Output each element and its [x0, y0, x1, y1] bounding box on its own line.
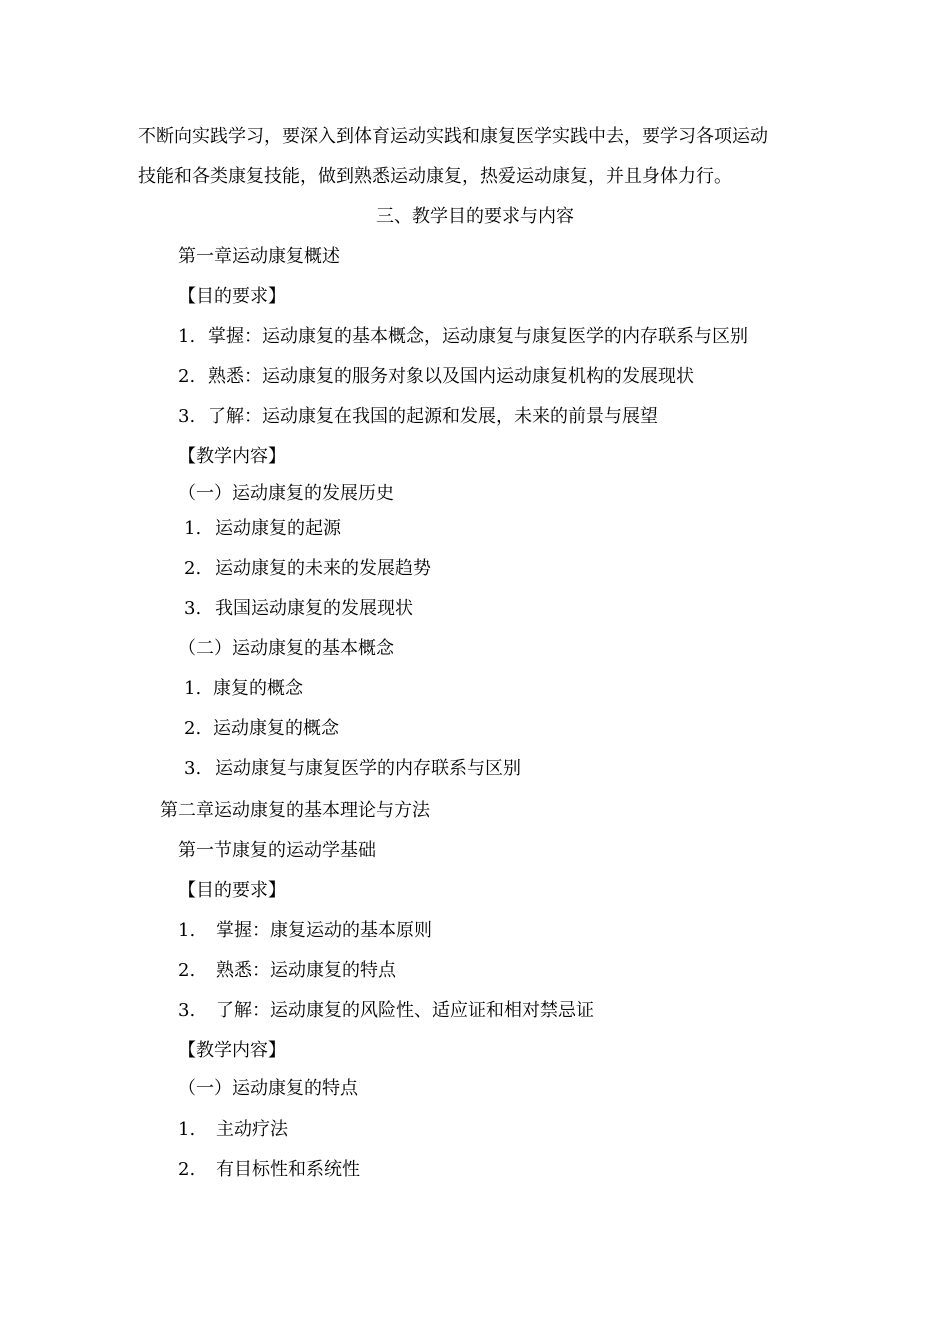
- item-text: 运动康复的起源: [215, 518, 341, 539]
- chapter1-goal-2: [178, 365, 694, 389]
- chapter1-part1-item-1: [184, 517, 341, 541]
- item-number: 2.: [178, 366, 196, 387]
- item-text: 掌握：运动康复的基本概念，运动康复与康复医学的内存联系与区别: [208, 326, 748, 347]
- chapter1-part1-item-3: [184, 597, 413, 621]
- chapter2-goals-heading: 【目的要求】: [178, 880, 286, 901]
- chapter1-goal-1: [178, 325, 748, 349]
- chapter1-part2-title: （二）运动康复的基本概念: [178, 638, 394, 659]
- item-text: 主动疗法: [216, 1119, 288, 1140]
- chapter2-goal-1: [178, 919, 432, 943]
- chapter1-part1-item-2: [184, 557, 431, 581]
- item-text: 了解：运动康复在我国的起源和发展，未来的前景与展望: [208, 406, 658, 427]
- item-text: 康复的概念: [213, 678, 303, 699]
- item-number: 2.: [184, 718, 202, 739]
- item-number: 3.: [184, 598, 202, 619]
- chapter2-section1-title: 第一节康复的运动学基础: [178, 840, 376, 861]
- item-number: 3.: [178, 1000, 196, 1021]
- chapter2-part1-item-1: [178, 1118, 288, 1142]
- item-number: 1.: [178, 1119, 196, 1140]
- chapter1-goal-3: [178, 405, 658, 429]
- chapter1-part2-item-2: [184, 717, 339, 741]
- chapter2-part1-title: （一）运动康复的特点: [178, 1078, 358, 1099]
- item-number: 2.: [178, 960, 196, 981]
- item-number: 1.: [184, 518, 202, 539]
- item-number: 1.: [178, 326, 196, 347]
- intro-line-2: 技能和各类康复技能，做到熟悉运动康复，热爱运动康复，并且身体力行。: [138, 166, 732, 187]
- section-title: 三、教学目的要求与内容: [376, 206, 574, 227]
- chapter1-title: 第一章运动康复概述: [178, 246, 340, 267]
- item-number: 3.: [184, 758, 202, 779]
- item-text: 运动康复的未来的发展趋势: [215, 558, 431, 579]
- chapter1-part1-title: （一）运动康复的发展历史: [178, 483, 394, 504]
- item-text: 掌握：康复运动的基本原则: [216, 920, 432, 941]
- chapter2-goal-3: [178, 999, 594, 1023]
- chapter2-content-heading: 【教学内容】: [178, 1040, 286, 1061]
- item-text: 熟悉：运动康复的特点: [216, 960, 396, 981]
- chapter1-content-heading: 【教学内容】: [178, 446, 286, 467]
- item-text: 了解：运动康复的风险性、适应证和相对禁忌证: [216, 1000, 594, 1021]
- intro-line-1: 不断向实践学习，要深入到体育运动实践和康复医学实践中去，要学习各项运动: [138, 126, 768, 147]
- item-number: 2.: [184, 558, 202, 579]
- item-number: 1.: [184, 678, 202, 699]
- item-number: 1.: [178, 920, 196, 941]
- item-number: 2.: [178, 1159, 196, 1180]
- item-text: 运动康复的概念: [213, 718, 339, 739]
- chapter1-part2-item-1: [184, 677, 303, 701]
- item-text: 我国运动康复的发展现状: [215, 598, 413, 619]
- chapter1-part2-item-3: [184, 757, 521, 781]
- chapter2-goal-2: [178, 959, 396, 983]
- chapter2-part1-item-2: [178, 1158, 360, 1182]
- item-text: 有目标性和系统性: [216, 1159, 360, 1180]
- chapter2-title: 第二章运动康复的基本理论与方法: [160, 800, 430, 821]
- chapter1-goals-heading: 【目的要求】: [178, 286, 286, 307]
- item-number: 3.: [178, 406, 196, 427]
- item-text: 运动康复与康复医学的内存联系与区别: [215, 758, 521, 779]
- item-text: 熟悉：运动康复的服务对象以及国内运动康复机构的发展现状: [208, 366, 694, 387]
